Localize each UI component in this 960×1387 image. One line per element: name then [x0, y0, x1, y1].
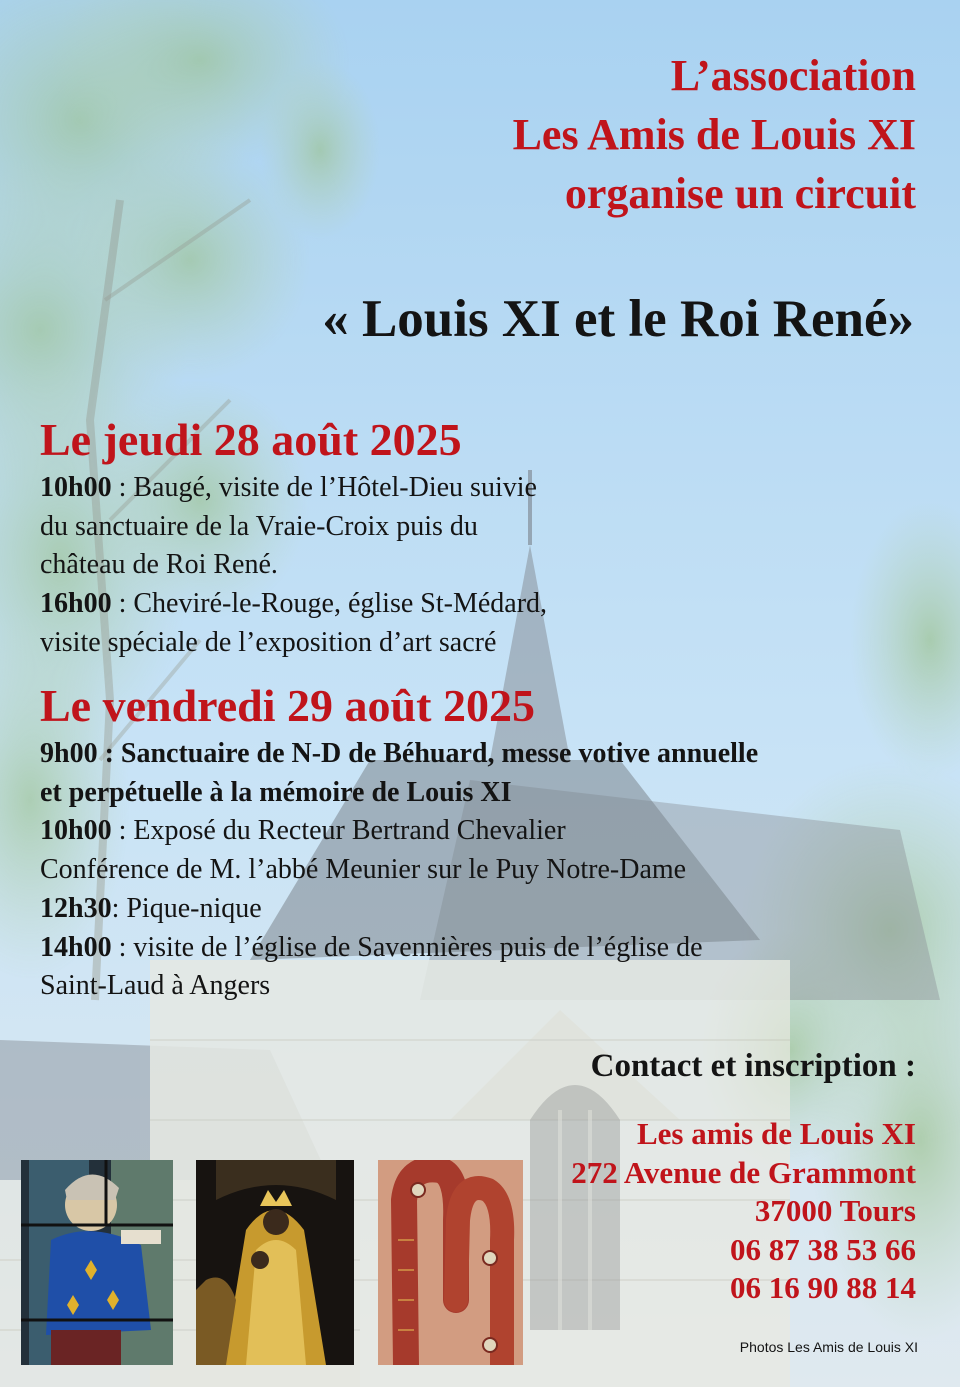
programme-line	[40, 812, 758, 851]
photo-credit: Photos Les Amis de Louis XI	[739, 1339, 918, 1355]
programme-line-bold: et perpétuelle à la mémoire de Louis XI	[40, 776, 512, 808]
programme-line: Conférence de M. l’abbé Meunier sur le Puy Notre-Dame	[40, 854, 687, 886]
day2-heading: Le vendredi 29 août 2025	[40, 680, 535, 731]
programme-line: du sanctuaire de la Vraie-Croix puis du	[40, 510, 478, 542]
stained-glass-photo	[21, 1160, 173, 1365]
contact-address	[571, 1115, 916, 1308]
contact-line: Les amis de Louis XI	[636, 1116, 916, 1151]
header-line: organise un circuit	[564, 169, 916, 218]
contact-title: Contact et inscription :	[590, 1048, 916, 1084]
programme-text: : Cheviré-le-Rouge, église St-Médard,	[111, 588, 548, 620]
organizer-header	[513, 46, 916, 223]
programme-text: : Exposé du Recteur Bertrand Chevalier	[111, 815, 566, 847]
programme-time: 10h00	[40, 472, 112, 503]
programme-line: Saint-Laud à Angers	[40, 970, 271, 1002]
programme-line	[40, 929, 758, 968]
programme-line-bold: 9h00 : Sanctuaire de N-D de Béhuard, messe votive annuelle	[40, 738, 759, 769]
programme-time: 10h00	[40, 815, 112, 847]
contact-phone: 06 87 38 53 66	[730, 1231, 916, 1267]
programme-time: 14h00	[40, 931, 112, 963]
programme-text: : visite de l’église de Savennières puis de l’église de	[111, 931, 703, 963]
programme-line: château de Roi René.	[40, 549, 278, 581]
header-line: L’association	[670, 51, 916, 100]
programme-text: : Pique-nique	[111, 892, 262, 924]
virgin-statue-photo	[196, 1160, 354, 1365]
contact-line: 37000 Tours	[754, 1193, 916, 1229]
programme-line: visite spéciale de l’exposition d’art sacré	[40, 626, 497, 658]
contact-phone: 06 16 90 88 14	[730, 1270, 916, 1306]
day1-heading: Le jeudi 28 août 2025	[40, 414, 462, 465]
day2-programme	[40, 735, 758, 1006]
event-title: « Louis XI et le Roi René»	[322, 290, 914, 348]
stole-vestment-photo	[378, 1160, 523, 1365]
day1-programme	[40, 469, 547, 663]
programme-line	[40, 585, 547, 624]
programme-line	[40, 890, 758, 929]
contact-line: 272 Avenue de Grammont	[571, 1154, 916, 1190]
programme-time: 16h00	[40, 588, 112, 620]
header-line: Les Amis de Louis XI	[512, 110, 916, 159]
programme-time: 12h30	[40, 892, 112, 924]
programme-line	[40, 469, 547, 508]
programme-text: : Baugé, visite de l’Hôtel-Dieu suivie	[111, 472, 537, 503]
